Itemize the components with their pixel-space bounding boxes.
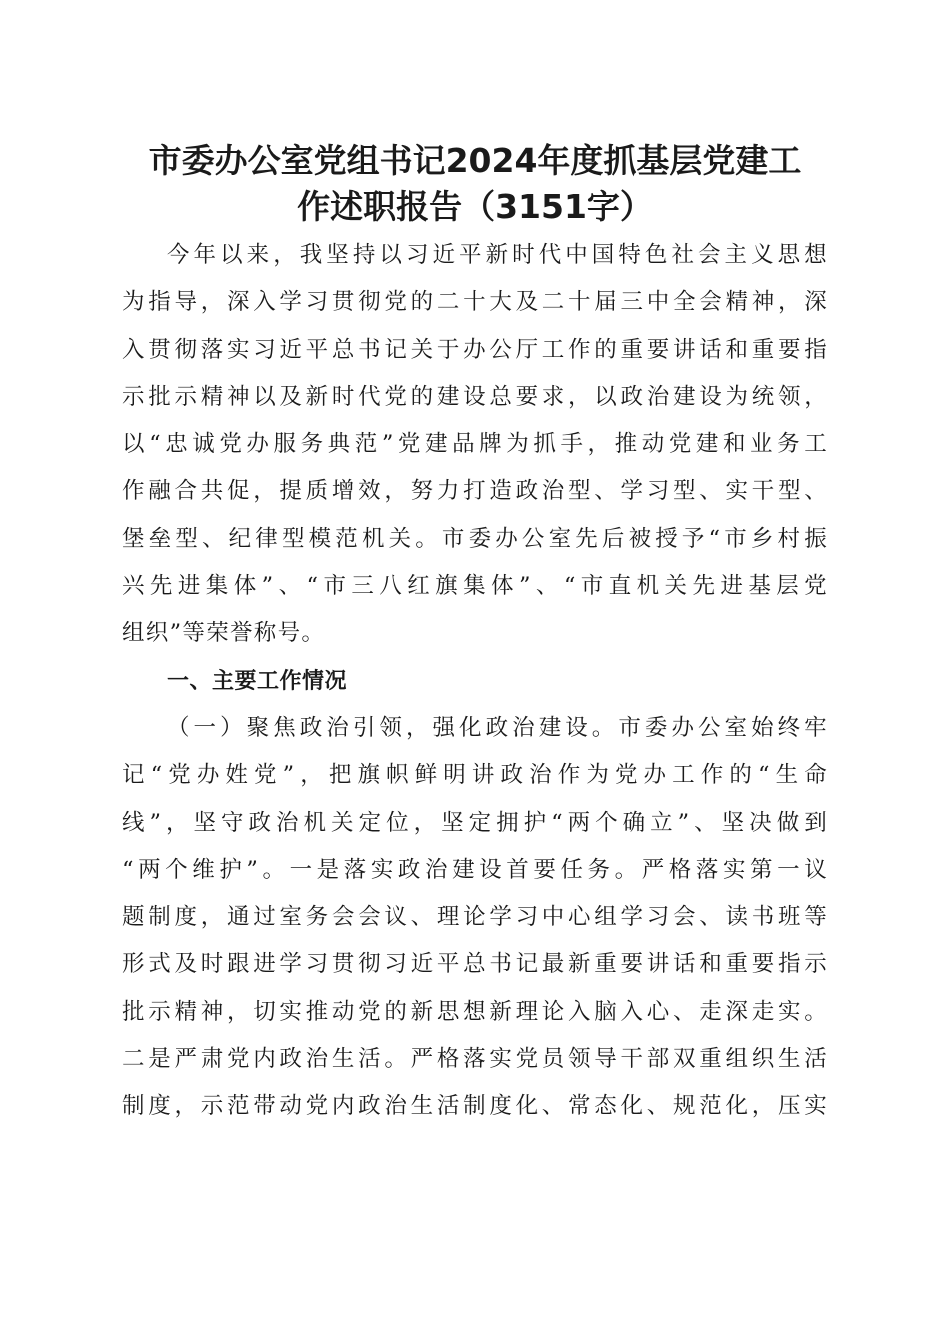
text-line: 入贯彻落实习近平总书记关于办公厅工作的重要讲话和重要指 bbox=[122, 336, 828, 363]
text-line: “两个维护”。一是落实政治建设首要任务。严格落实第一议 bbox=[122, 856, 828, 883]
section-1-paragraph bbox=[122, 705, 828, 1131]
text-line: 为指导，深入学习贯彻党的二十大及二十届三中全会精神，深 bbox=[122, 289, 828, 316]
text-line: 题制度，通过室务会会议、理论学习中心组学习会、读书班等 bbox=[122, 904, 828, 931]
section-heading-block bbox=[122, 658, 828, 705]
text-line: 记“党办姓党”，把旗帜鲜明讲政治作为党办工作的“生命 bbox=[122, 762, 828, 789]
text-line: 二是严肃党内政治生活。严格落实党员领导干部双重组织生活 bbox=[122, 1046, 828, 1073]
text-line: 线”，坚守政治机关定位，坚定拥护“两个确立”、坚决做到 bbox=[122, 809, 828, 836]
text-line: 作融合共促，提质增效，努力打造政治型、学习型、实干型、 bbox=[122, 478, 828, 505]
intro-paragraph bbox=[122, 232, 828, 658]
text-line: 以“忠诚党办服务典范”党建品牌为抓手，推动党建和业务工 bbox=[122, 431, 828, 458]
text-line: （一）聚焦政治引领，强化政治建设。市委办公室始终牢 bbox=[167, 714, 828, 741]
text-line: 批示精神，切实推动党的新思想新理论入脑入心、走深走实。 bbox=[122, 998, 828, 1025]
text-line: 制度，示范带动党内政治生活制度化、常态化、规范化，压实 bbox=[122, 1093, 828, 1120]
document-title bbox=[122, 138, 828, 230]
text-line: 兴先进集体”、“市三八红旗集体”、“市直机关先进基层党 bbox=[122, 573, 828, 600]
text-line: 堡垒型、纪律型模范机关。市委办公室先后被授予“市乡村振 bbox=[122, 525, 828, 552]
title-line-2: 作述职报告（3151字） bbox=[297, 187, 653, 226]
text-line: 示批示精神以及新时代党的建设总要求，以政治建设为统领， bbox=[122, 383, 828, 410]
section-heading: 一、主要工作情况 bbox=[167, 668, 348, 694]
title-line-1: 市委办公室党组书记2024年度抓基层党建工 bbox=[148, 141, 802, 180]
document-page bbox=[122, 138, 828, 1131]
text-line: 形式及时跟进学习贯彻习近平总书记最新重要讲话和重要指示 bbox=[122, 951, 828, 978]
text-line: 组织”等荣誉称号。 bbox=[122, 620, 326, 647]
text-line: 今年以来，我坚持以习近平新时代中国特色社会主义思想 bbox=[167, 242, 828, 268]
